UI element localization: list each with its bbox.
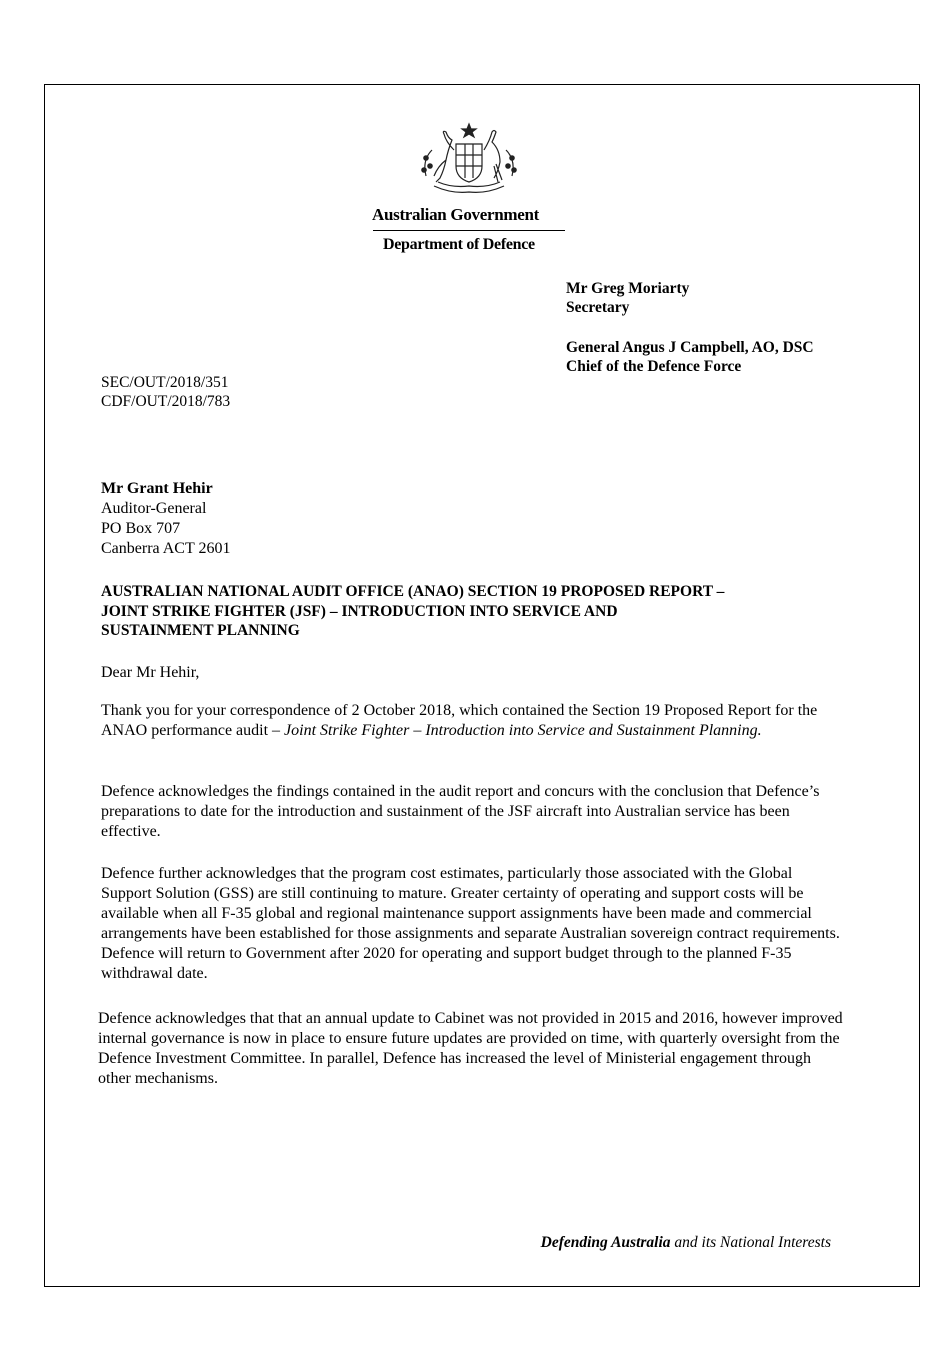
- motto-bold: Defending Australia: [540, 1234, 671, 1251]
- addressee-block: [101, 479, 230, 559]
- addressee-line: Auditor-General: [101, 500, 207, 517]
- footer-motto: [541, 1234, 831, 1252]
- addressee-line: PO Box 707: [101, 520, 181, 537]
- signatory-title: Chief of the Defence Force: [566, 358, 742, 375]
- header-divider: [373, 230, 565, 231]
- body-paragraph-4: Defence acknowledges that that an annual update to Cabinet was not provided in 2015 and 2016, however improved internal governance is now in place to ensure future updates are provided on time, with quarterly oversight from the Defence Investment Committee. In parallel, Defence has increased the level of Ministerial engagement through other mechanisms.: [98, 1010, 843, 1087]
- signatory-name: General Angus J Campbell, AO, DSC: [566, 339, 814, 356]
- page-border: [44, 84, 920, 1287]
- department-name: Department of Defence: [383, 236, 535, 253]
- addressee-name: Mr Grant Hehir: [101, 480, 213, 497]
- subject-heading: [101, 582, 861, 641]
- coat-of-arms-icon: [412, 120, 526, 200]
- audit-title: Joint Strike Fighter – Introduction into Service and Sustainment Planning.: [284, 722, 762, 739]
- motto-rest: and its National Interests: [670, 1234, 831, 1251]
- subject-line: AUSTRALIAN NATIONAL AUDIT OFFICE (ANAO) SECTION 19 PROPOSED REPORT –: [101, 583, 725, 600]
- signatory-secretary: [566, 279, 689, 317]
- reference-cdf: CDF/OUT/2018/783: [101, 393, 231, 410]
- body-paragraph-2: Defence acknowledges the findings contained in the audit report and concurs with the conclusion that Defence’s preparations to date for the introduction and sustainment of the JSF aircraft into Australian service has been effective.: [101, 783, 820, 840]
- subject-line: SUSTAINMENT PLANNING: [101, 622, 300, 639]
- addressee-line: Canberra ACT 2601: [101, 540, 231, 557]
- paragraph-text: Thank you for your correspondence of 2 October 2018, which contained the Section 19 Proposed Report for the ANAO performance audit –: [101, 702, 818, 739]
- body-paragraph-1: [101, 701, 841, 741]
- salutation: Dear Mr Hehir,: [101, 664, 200, 681]
- signatory-title: Secretary: [566, 299, 630, 316]
- subject-line: JOINT STRIKE FIGHTER (JSF) – INTRODUCTION INTO SERVICE AND: [101, 602, 618, 620]
- government-name: Australian Government: [372, 205, 539, 224]
- signatory-cdf: [566, 338, 814, 376]
- signatory-name: Mr Greg Moriarty: [566, 280, 690, 297]
- body-paragraph-3: Defence further acknowledges that the program cost estimates, particularly those associated with the Global Support Solution (GSS) are still continuing to mature. Greater certainty of operating and support costs will be available when all F-35 global and regional maintenance support assignments have been made and commercial arrangements have been established for those assignments and separate Australian sovereign contract requirements. Defence will return to Government after 2020 for operating and support budget through to the planned F-35 withdrawal date.: [101, 865, 840, 982]
- reference-numbers: [101, 373, 230, 411]
- reference-sec: SEC/OUT/2018/351: [101, 374, 229, 391]
